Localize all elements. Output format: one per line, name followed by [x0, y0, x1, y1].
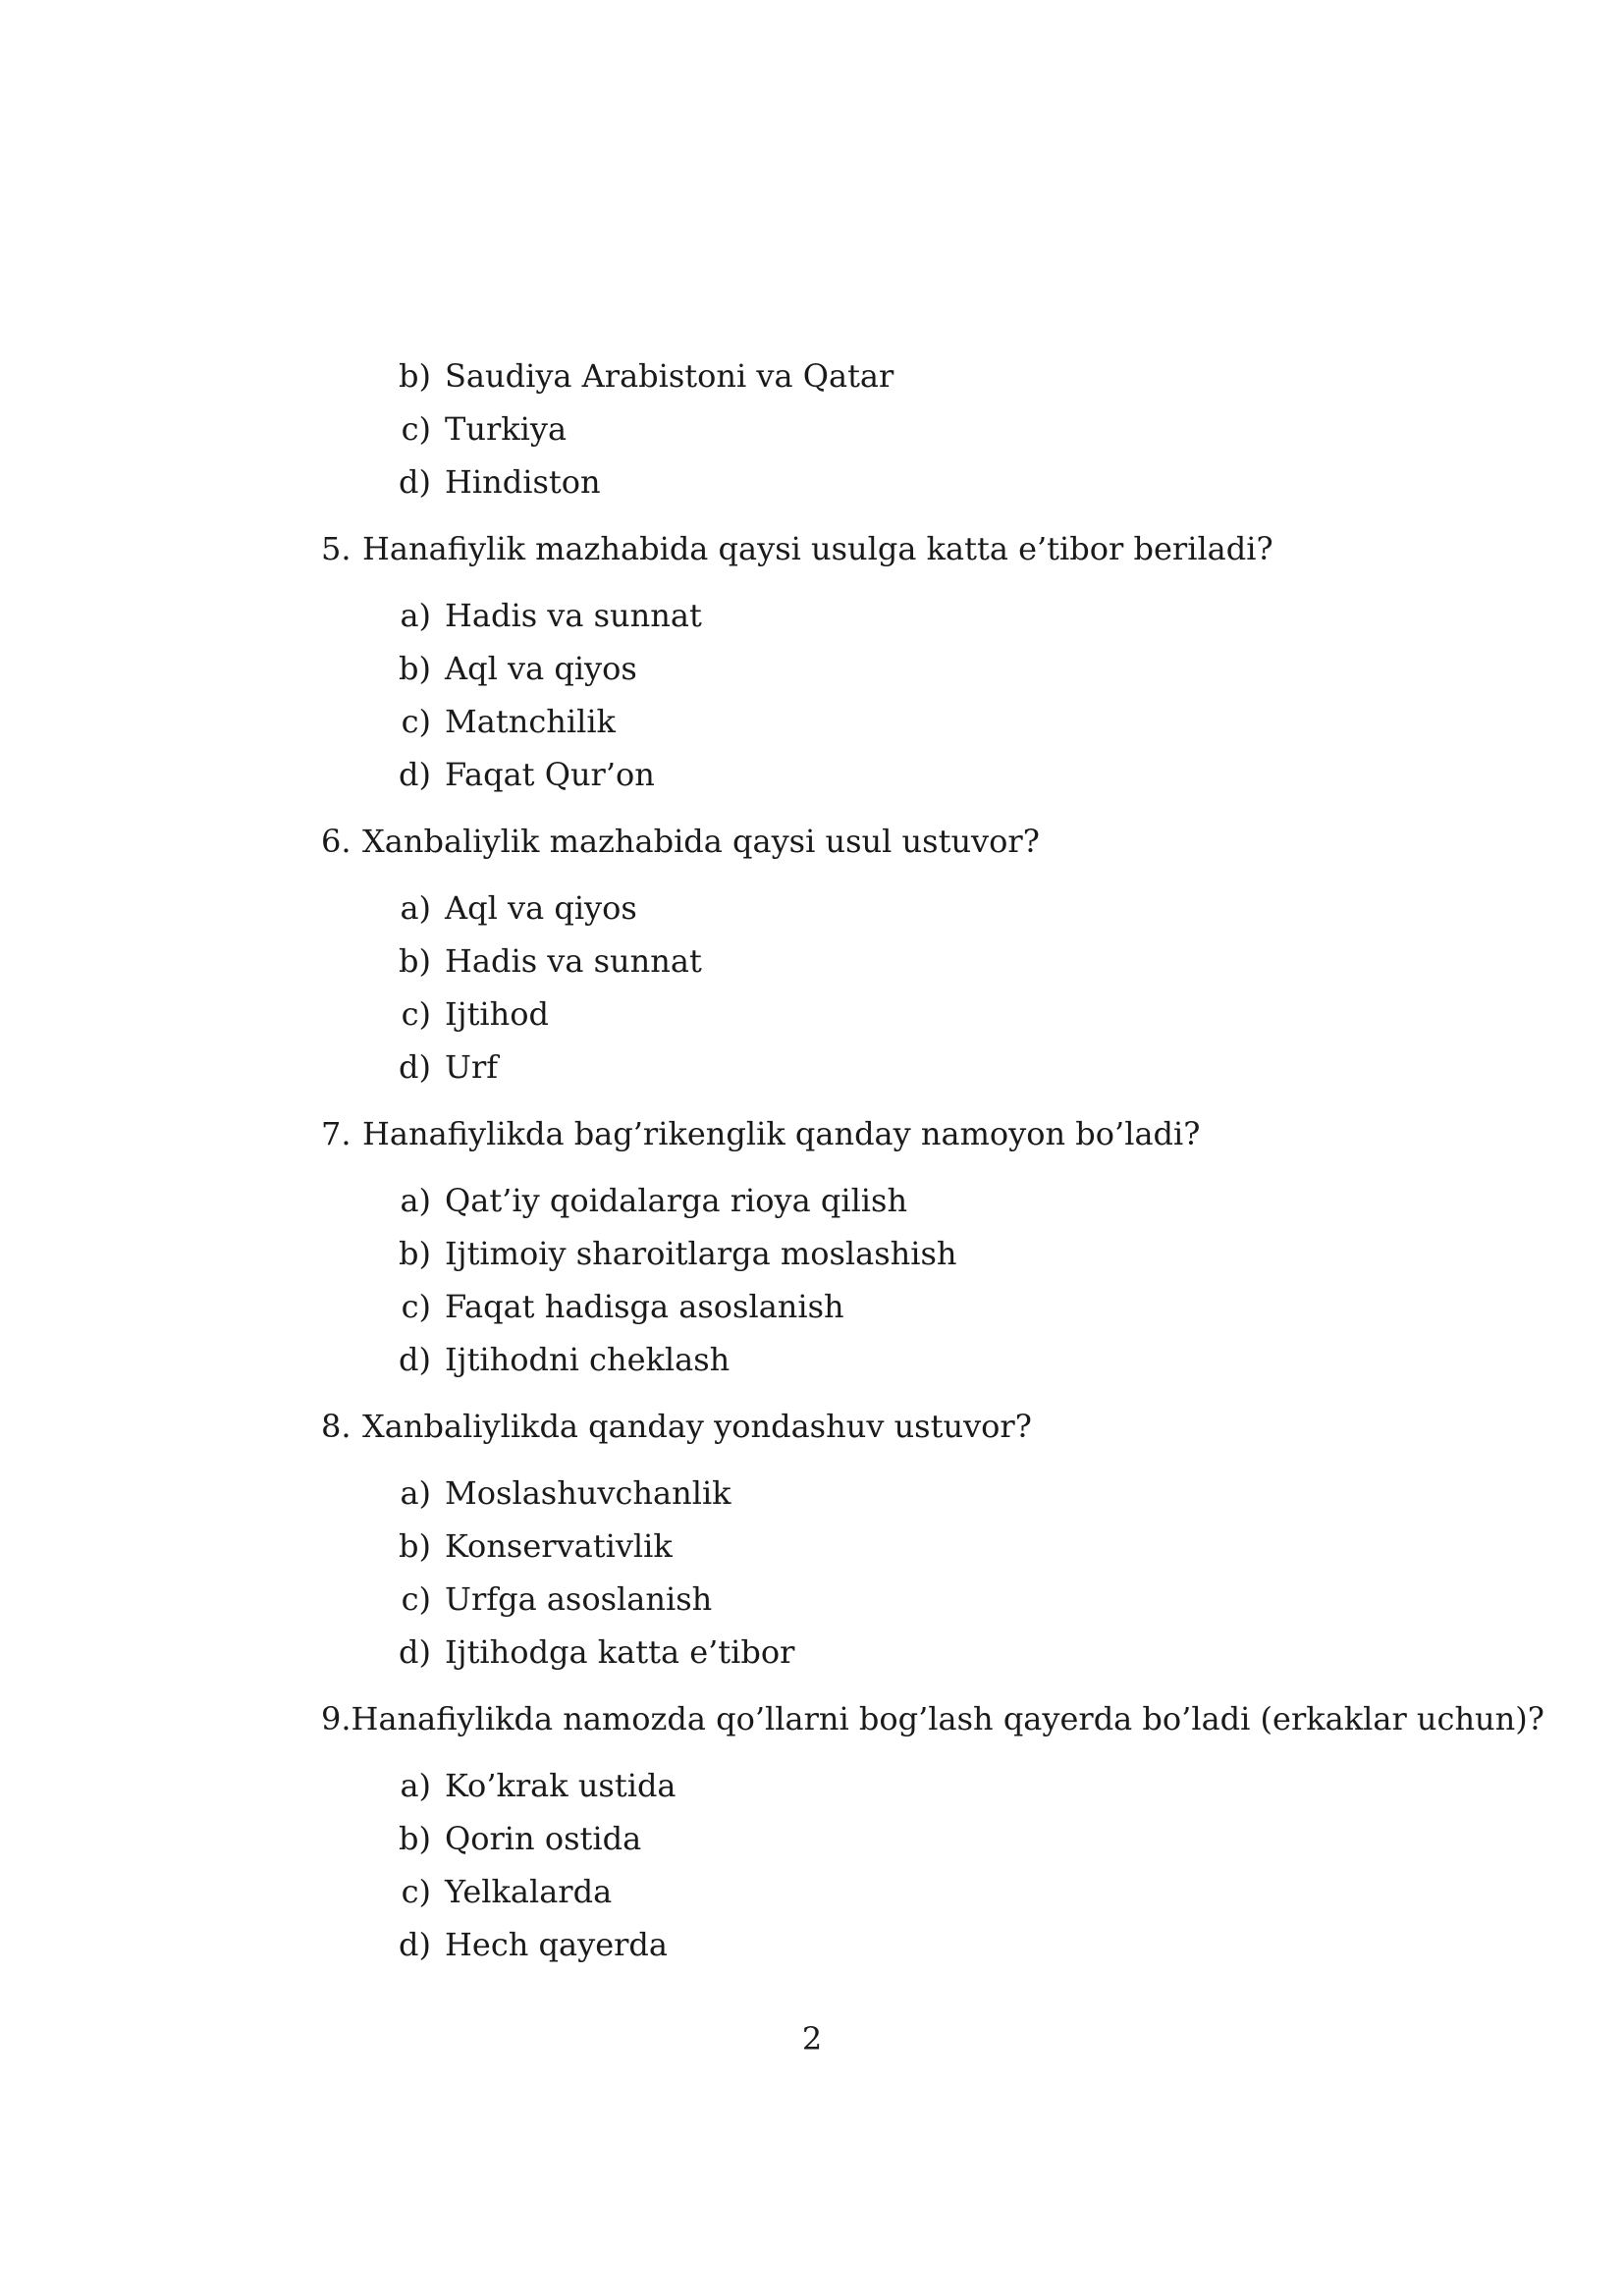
option-label: c)	[401, 995, 431, 1033]
option-label: b)	[399, 1820, 431, 1857]
answer-options	[386, 1174, 1401, 1386]
option-label: d)	[399, 756, 431, 793]
option-item	[386, 349, 1401, 402]
option-text: Yelkalarda	[445, 1873, 613, 1910]
option-item	[386, 1573, 1401, 1626]
option-label: b)	[399, 1235, 431, 1272]
option-item	[386, 934, 1401, 988]
option-text: Hadis va sunnat	[445, 597, 702, 634]
option-label: d)	[399, 463, 431, 501]
option-item	[386, 695, 1401, 748]
option-label: c)	[401, 703, 431, 740]
option-text: Konservativlik	[445, 1527, 673, 1565]
option-item	[386, 748, 1401, 801]
option-text: Moslashuvchanlik	[445, 1474, 731, 1512]
question-line	[321, 1107, 1401, 1160]
option-text: Saudiya Arabistoni va Qatar	[445, 357, 894, 395]
question-line	[321, 1400, 1401, 1453]
option-text: Qorin ostida	[445, 1820, 642, 1857]
question-line	[321, 815, 1401, 868]
question-number: 6.	[321, 823, 352, 860]
option-label: a)	[400, 1767, 431, 1804]
option-label: a)	[400, 1182, 431, 1219]
option-label: d)	[399, 1633, 431, 1671]
question-number: 9.	[321, 1700, 352, 1737]
option-text: Urf	[445, 1048, 499, 1086]
answer-options	[386, 1467, 1401, 1679]
question-6	[321, 815, 1401, 1094]
option-item	[386, 1280, 1401, 1333]
option-label: c)	[401, 1580, 431, 1618]
option-item	[386, 1174, 1401, 1227]
option-label: c)	[401, 1873, 431, 1910]
option-text: Faqat Qur’on	[445, 756, 655, 793]
option-text: Matnchilik	[445, 703, 616, 740]
question-text: Xanbaliylik mazhabida qaysi usul ustuvor?	[362, 823, 1040, 860]
question-text: Xanbaliylikda qanday yondashuv ustuvor?	[362, 1408, 1032, 1445]
option-text: Ko’krak ustida	[445, 1767, 677, 1804]
question-7	[321, 1107, 1401, 1386]
option-text: Hadis va sunnat	[445, 942, 702, 980]
option-label: b)	[399, 942, 431, 980]
question-line	[321, 522, 1401, 575]
option-text: Aql va qiyos	[445, 650, 637, 687]
option-item	[386, 881, 1401, 934]
option-item	[386, 1467, 1401, 1520]
answer-options	[386, 1759, 1401, 1971]
option-item	[386, 1812, 1401, 1865]
question-text: Hanafiylikda bag’rikenglik qanday namoyon bo’ladi?	[362, 1115, 1201, 1152]
question-number: 8.	[321, 1408, 352, 1445]
option-item	[386, 988, 1401, 1041]
page-number: 2	[801, 2020, 823, 2057]
question-5	[321, 522, 1401, 801]
option-label: a)	[400, 597, 431, 634]
option-text: Qat’iy qoidalarga rioya qilish	[445, 1182, 908, 1219]
option-item	[386, 1626, 1401, 1679]
option-label: a)	[400, 889, 431, 927]
option-label: b)	[399, 1527, 431, 1565]
answer-options	[386, 589, 1401, 801]
question-text: Hanafiylikda namozda qo’llarni bog’lash qayerda bo’ladi (erkaklar uchun)?	[351, 1700, 1544, 1737]
option-label: b)	[399, 357, 431, 395]
question-number: 7.	[321, 1115, 352, 1152]
option-text: Ijtimoiy sharoitlarga moslashish	[445, 1235, 957, 1272]
option-item	[386, 589, 1401, 642]
option-item	[386, 1759, 1401, 1812]
answer-options	[386, 881, 1401, 1094]
continued-options	[386, 349, 1401, 508]
option-item	[386, 1520, 1401, 1573]
quiz-content	[321, 349, 1544, 1971]
option-text: Hech qayerda	[445, 1926, 668, 1963]
option-item	[386, 642, 1401, 695]
option-text: Hindiston	[445, 463, 601, 501]
question-number: 5.	[321, 530, 352, 567]
option-label: b)	[399, 650, 431, 687]
option-text: Turkiya	[445, 410, 568, 448]
option-label: d)	[399, 1341, 431, 1378]
option-text: Urfga asoslanish	[445, 1580, 713, 1618]
option-text: Ijtihod	[445, 995, 550, 1033]
option-label: c)	[401, 410, 431, 448]
question-9	[321, 1692, 1544, 1971]
question-8	[321, 1400, 1401, 1679]
option-item	[386, 402, 1401, 455]
option-item	[386, 1333, 1401, 1386]
option-item	[386, 1865, 1401, 1918]
option-text: Ijtihodni cheklash	[445, 1341, 731, 1378]
question-text: Hanafiylik mazhabida qaysi usulga katta e’tibor beriladi?	[362, 530, 1273, 567]
option-label: a)	[400, 1474, 431, 1512]
option-item	[386, 1041, 1401, 1094]
option-label: d)	[399, 1926, 431, 1963]
option-label: c)	[401, 1288, 431, 1325]
question-line	[321, 1692, 1544, 1745]
option-item	[386, 1227, 1401, 1280]
option-text: Faqat hadisga asoslanish	[445, 1288, 844, 1325]
option-label: d)	[399, 1048, 431, 1086]
option-item	[386, 455, 1401, 508]
option-item	[386, 1918, 1401, 1971]
option-text: Aql va qiyos	[445, 889, 637, 927]
option-text: Ijtihodga katta e’tibor	[445, 1633, 795, 1671]
